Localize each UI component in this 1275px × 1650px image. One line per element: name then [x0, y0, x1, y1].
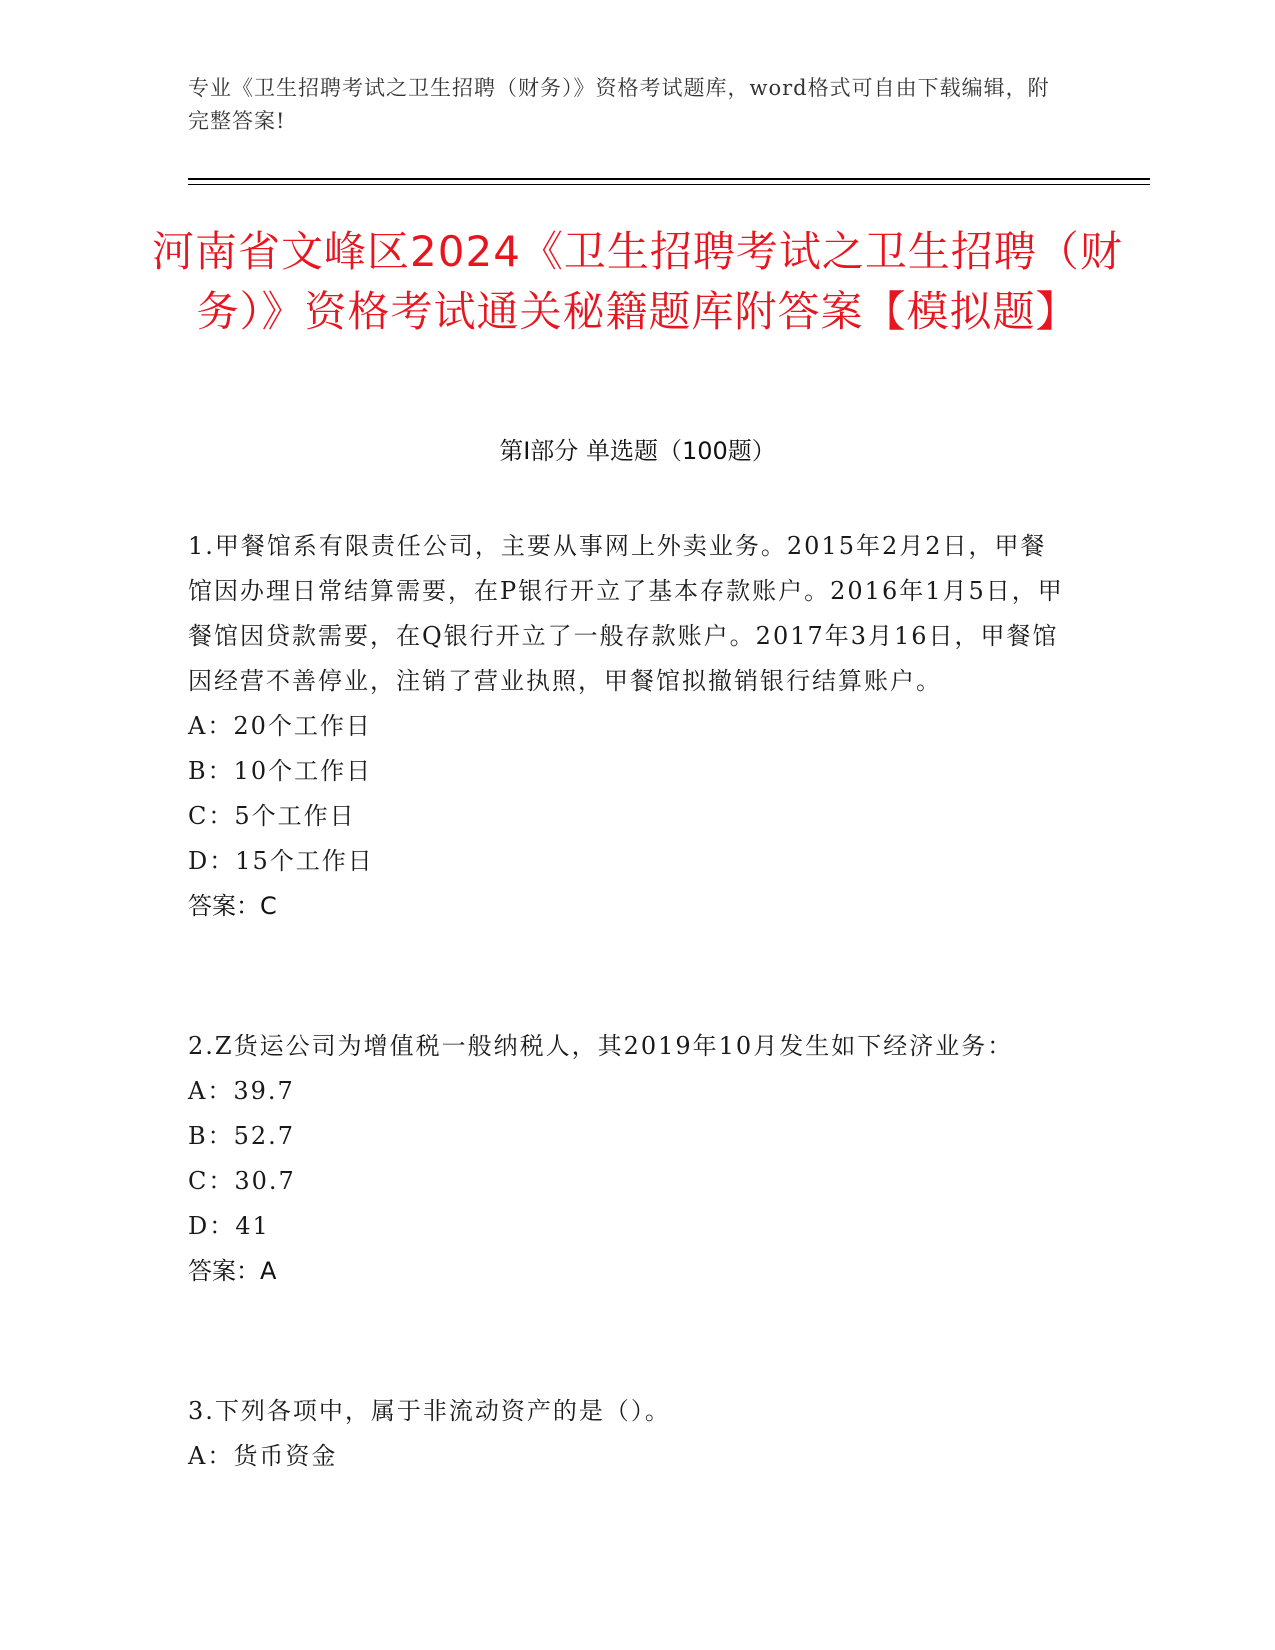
- option-c: C：5个工作日: [188, 802, 356, 830]
- option-c: C：30.7: [188, 1167, 296, 1195]
- question-1: [188, 524, 1068, 929]
- question-stem: 1.甲餐馆系有限责任公司，主要从事网上外卖业务。2015年2月2日，甲餐馆因办理日常结算需要，在P银行开立了基本存款账户。2016年1月5日，甲餐馆因贷款需要，在Q银行开立了一般存款账户。2017年3月16日，甲餐馆因经营不善停业，注销了营业执照，甲餐馆拟撤销银行结算账户。: [188, 532, 1064, 695]
- question-2: [188, 1024, 1068, 1294]
- question-stem: 2.Z货运公司为增值税一般纳税人，其2019年10月发生如下经济业务：: [188, 1032, 1014, 1060]
- answer: 答案：C: [188, 892, 277, 920]
- answer: 答案：A: [188, 1257, 277, 1285]
- option-d: D：15个工作日: [188, 847, 374, 875]
- option-a: A：39.7: [188, 1077, 295, 1105]
- header-divider-thick: [188, 178, 1150, 180]
- header-divider-thin: [188, 184, 1150, 185]
- header-note: 专业《卫生招聘考试之卫生招聘（财务）》资格考试题库，word格式可自由下载编辑，附完整答案!: [188, 76, 1050, 133]
- option-b: B：10个工作日: [188, 757, 373, 785]
- question-3: [188, 1389, 1068, 1479]
- section-title: 第Ⅰ部分 单选题（100题）: [499, 437, 776, 465]
- question-stem: 3.下列各项中，属于非流动资产的是（）。: [188, 1397, 671, 1425]
- option-a: A：20个工作日: [188, 712, 372, 740]
- option-b: B：52.7: [188, 1122, 296, 1150]
- document-title: 河南省文峰区2024《卫生招聘考试之卫生招聘（财务）》资格考试通关秘籍题库附答案【模拟题】: [152, 227, 1123, 336]
- option-d: D：41: [188, 1212, 270, 1240]
- option-a: A：货币资金: [188, 1442, 338, 1470]
